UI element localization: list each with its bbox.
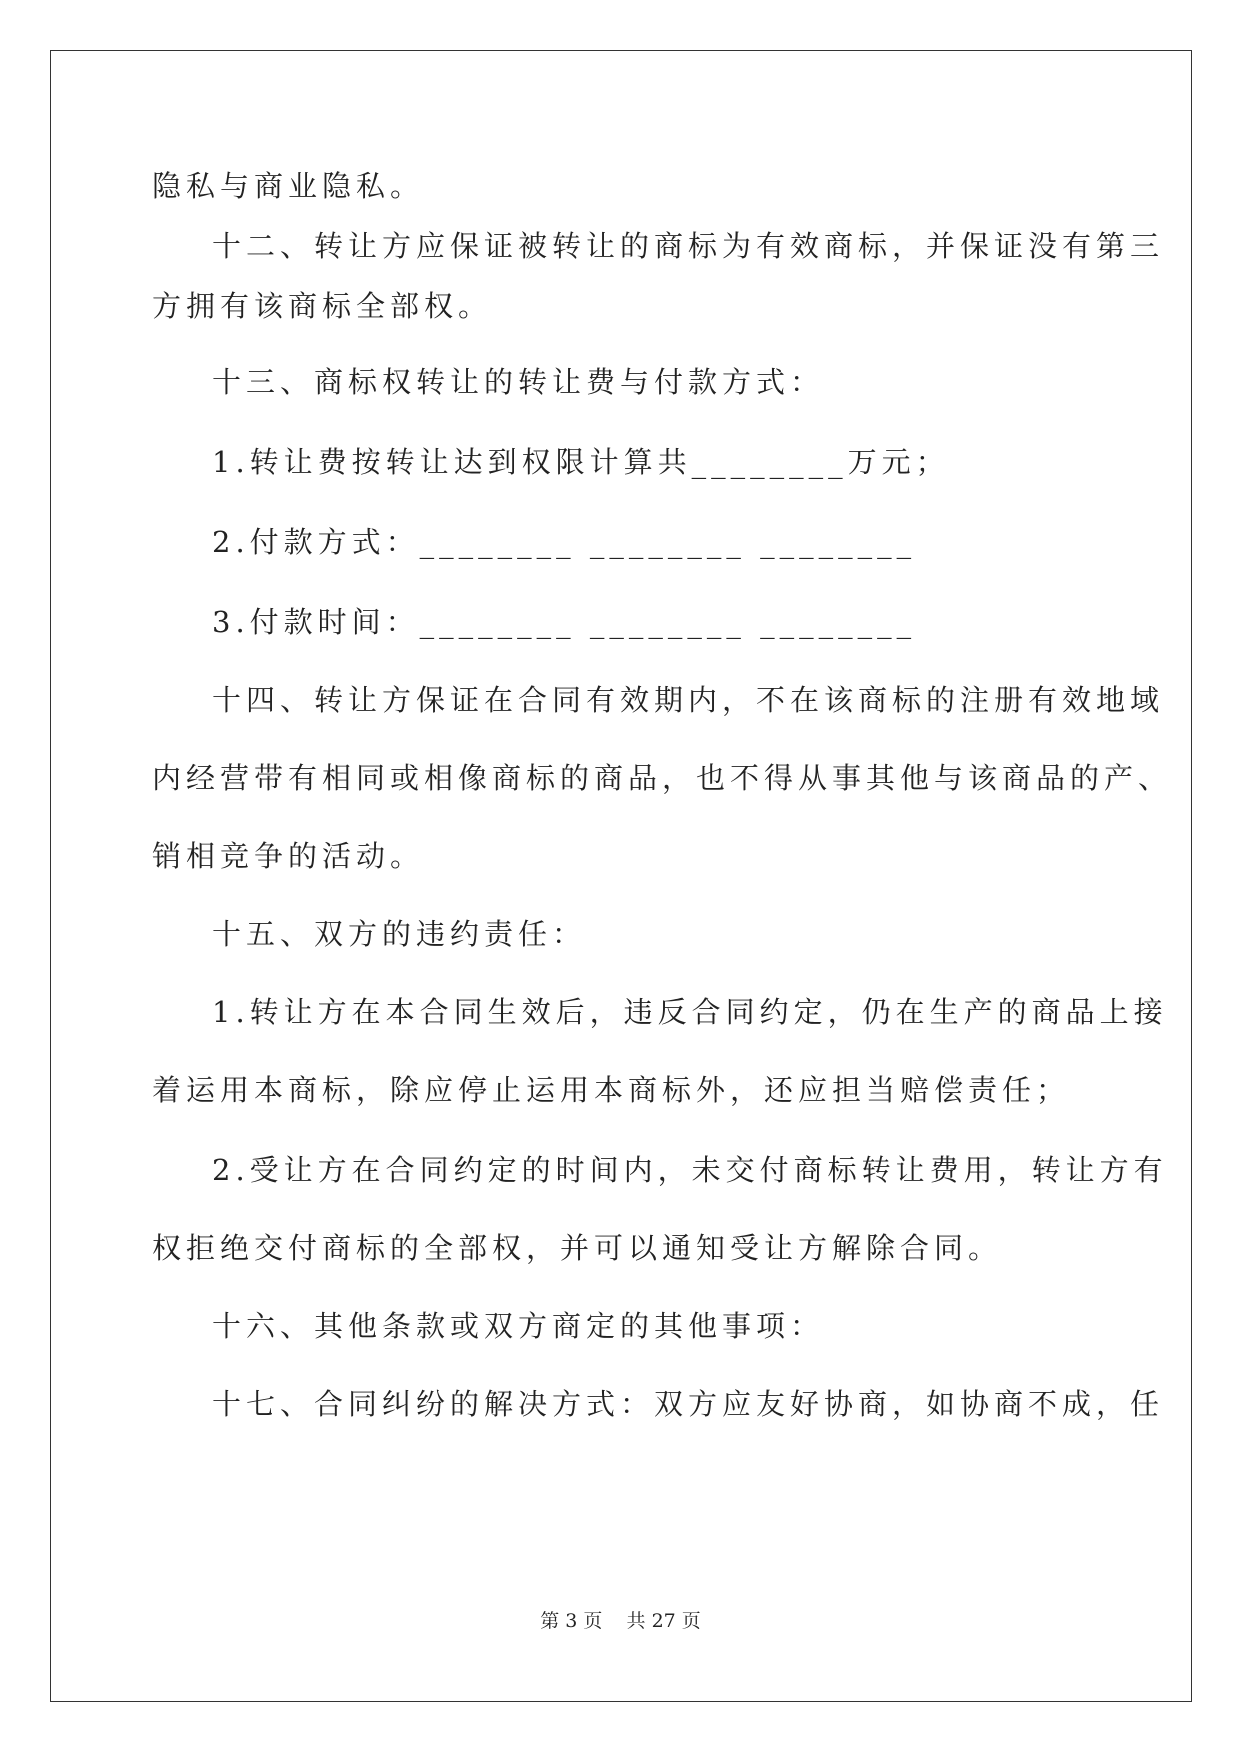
page-number: 第 3 页 bbox=[540, 1610, 603, 1632]
paragraph-line: 2.受让方在合同约定的时间内，未交付商标转让费用，转让方有 bbox=[212, 1153, 1168, 1187]
paragraph-line: 2.付款方式：________ ________ ________ bbox=[212, 525, 917, 559]
paragraph-line: 权拒绝交付商标的全部权，并可以通知受让方解除合同。 bbox=[152, 1231, 1003, 1265]
paragraph-line: 1.转让费按转让达到权限计算共________万元； bbox=[212, 445, 950, 479]
paragraph-line: 3.付款时间：________ ________ ________ bbox=[212, 605, 917, 639]
paragraph-line: 十二、转让方应保证被转让的商标为有效商标，并保证没有第三 bbox=[212, 229, 1165, 263]
total-pages: 共 27 页 bbox=[626, 1610, 701, 1632]
page-footer bbox=[0, 1608, 1241, 1634]
paragraph-line: 隐私与商业隐私。 bbox=[152, 169, 425, 203]
paragraph-line: 十五、双方的违约责任： bbox=[212, 917, 587, 951]
paragraph-line: 销相竞争的活动。 bbox=[152, 839, 425, 873]
paragraph-line: 方拥有该商标全部权。 bbox=[152, 289, 493, 323]
paragraph-line: 十六、其他条款或双方商定的其他事项： bbox=[212, 1309, 825, 1343]
paragraph-line: 着运用本商标，除应停止运用本商标外，还应担当赔偿责任； bbox=[152, 1073, 1071, 1107]
paragraph-line: 十四、转让方保证在合同有效期内，不在该商标的注册有效地域 bbox=[212, 683, 1165, 717]
paragraph-line: 十七、合同纠纷的解决方式：双方应友好协商，如协商不成，任 bbox=[212, 1387, 1165, 1421]
paragraph-line: 十三、商标权转让的转让费与付款方式： bbox=[212, 365, 825, 399]
paragraph-line: 1.转让方在本合同生效后，违反合同约定，仍在生产的商品上接 bbox=[212, 995, 1168, 1029]
paragraph-line: 内经营带有相同或相像商标的商品，也不得从事其他与该商品的产、 bbox=[152, 761, 1173, 795]
